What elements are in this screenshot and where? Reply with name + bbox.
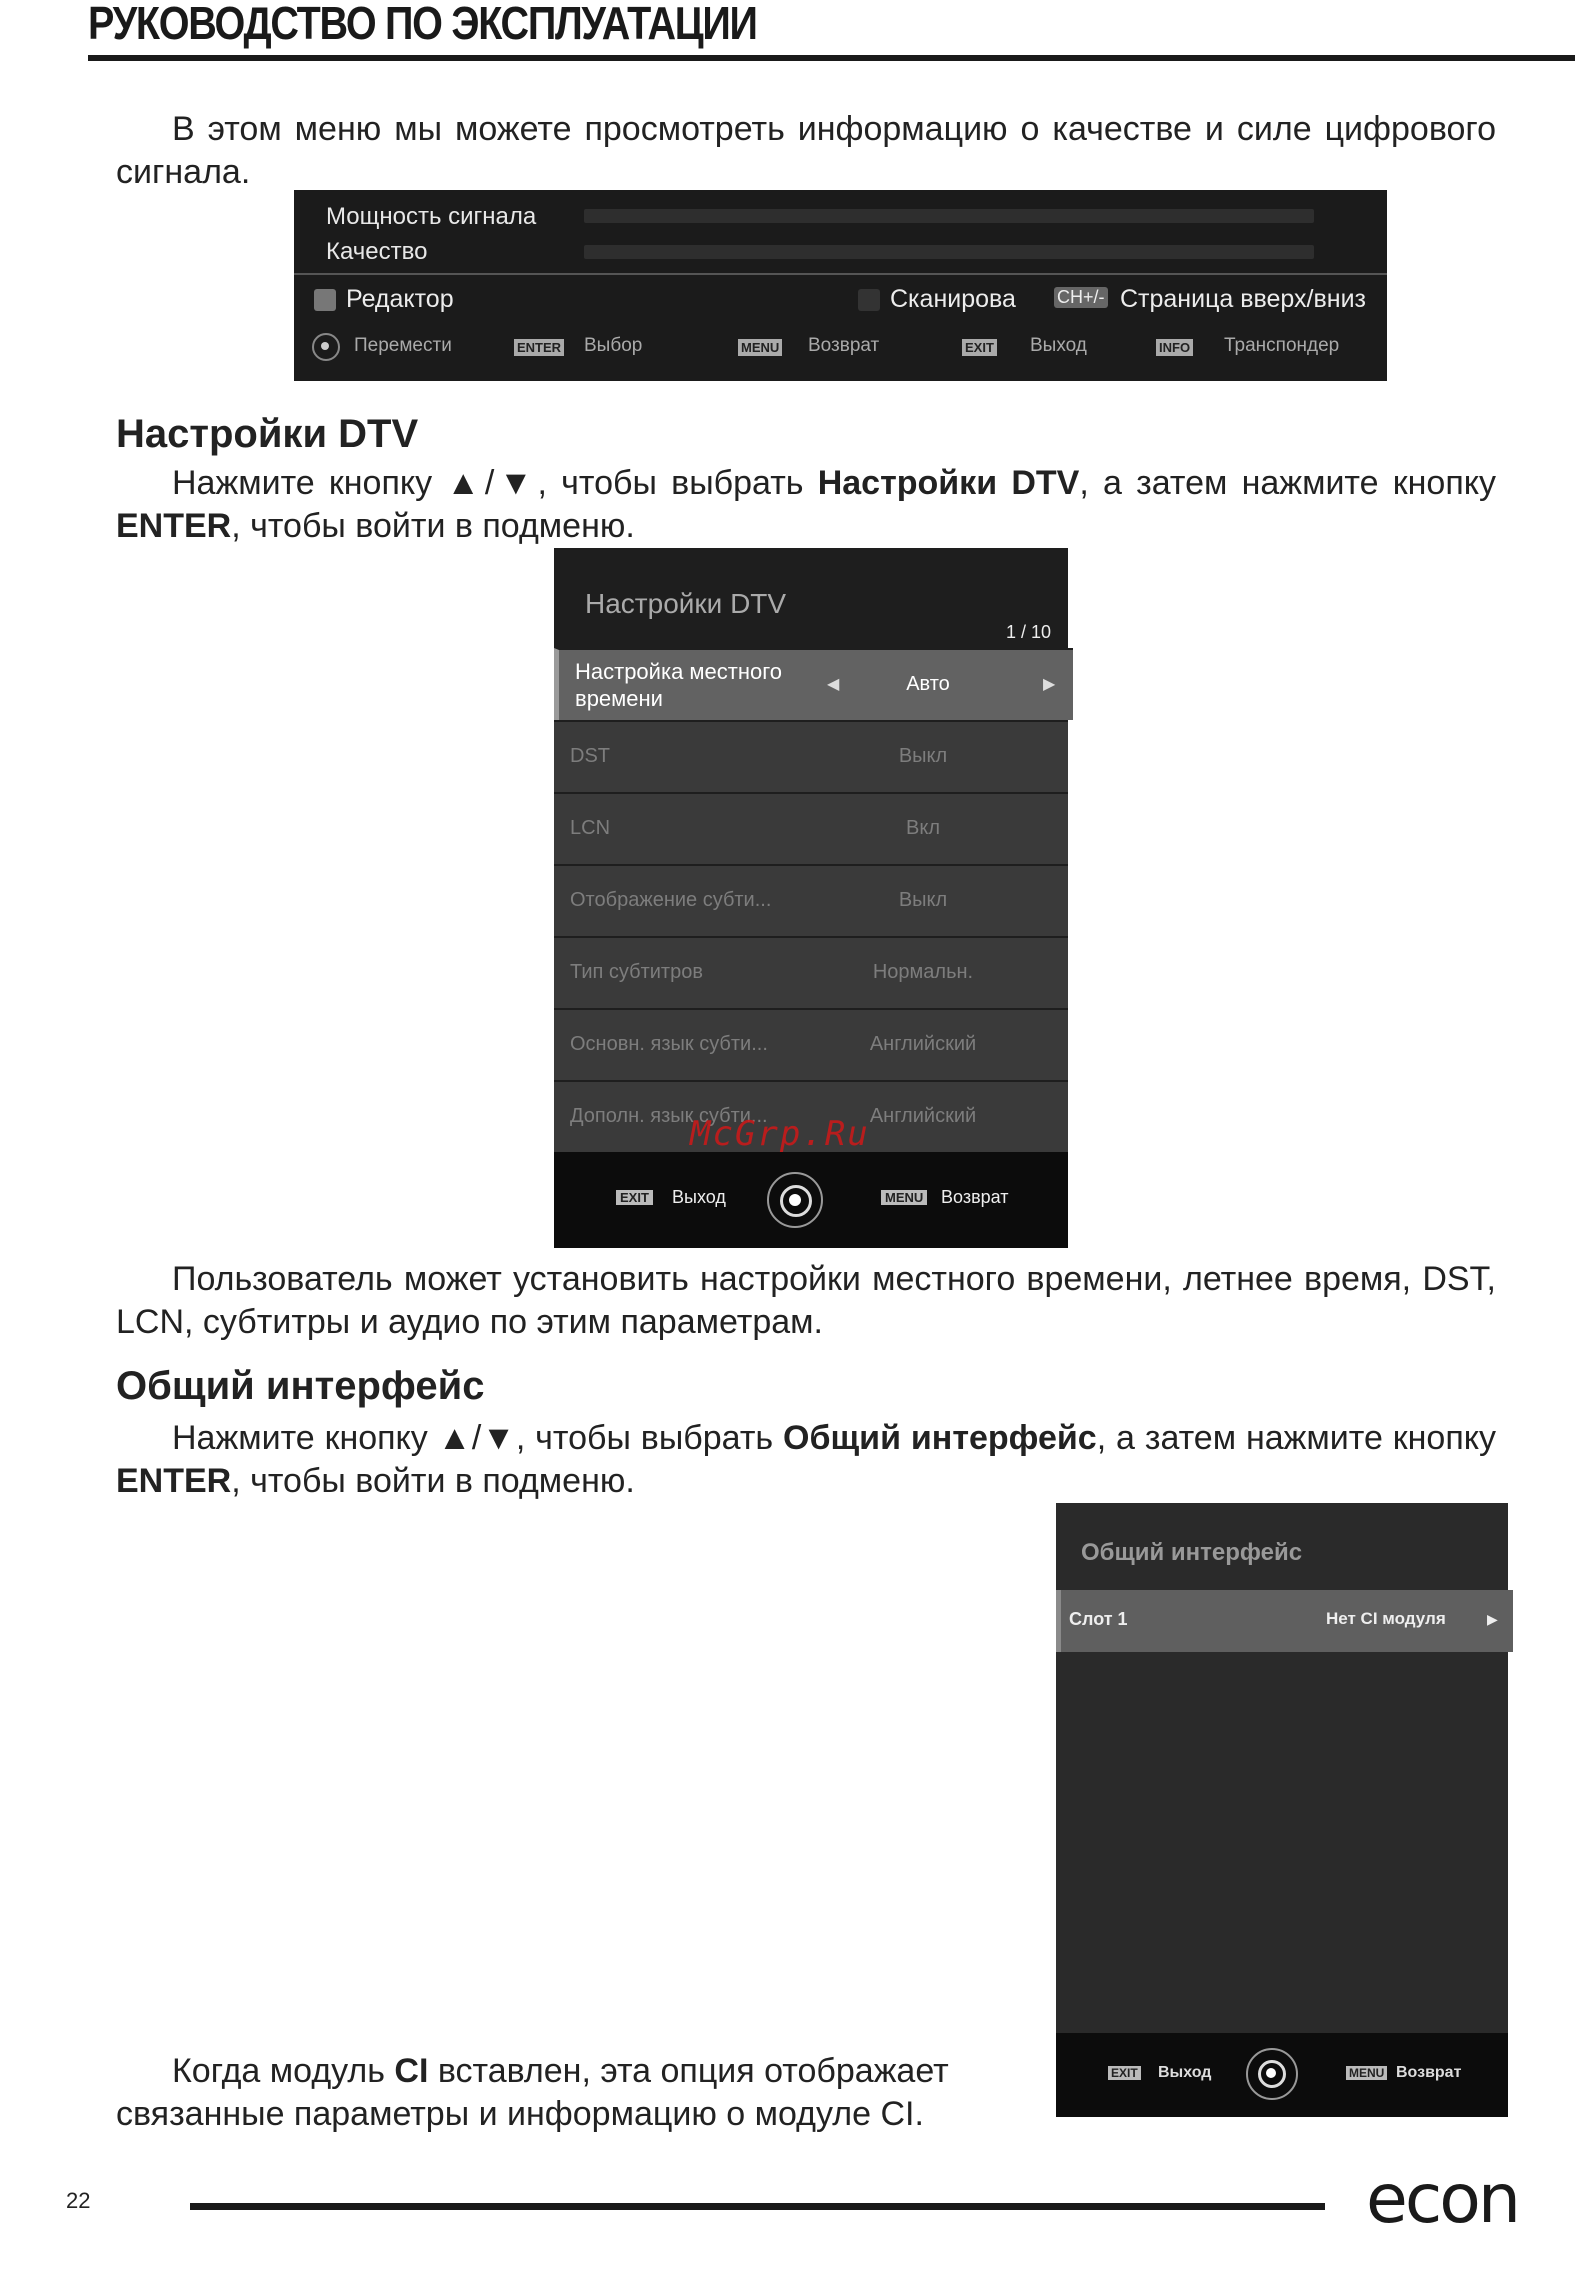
signal-quality-bar xyxy=(584,245,1314,259)
menu-key-icon: MENU xyxy=(881,1190,927,1205)
row-value: Вкл xyxy=(906,817,940,839)
slot-label: Слот 1 xyxy=(1069,1609,1128,1629)
signal-power-bar xyxy=(584,209,1314,223)
signal-power-label: Мощность сигнала xyxy=(326,203,537,230)
exit-label: Выход xyxy=(1158,2064,1212,2081)
row-label: Отображение субти... xyxy=(570,889,772,911)
ci-instruction: Нажмите кнопку ▲/▼, чтобы выбрать Общий интерфейс, а затем нажмите кнопку ENTER, чтобы войти в подменю. xyxy=(116,1419,1497,1500)
scan-color-key xyxy=(858,289,880,311)
menu-row-slot-1[interactable] xyxy=(1056,1590,1513,1652)
exit-key-icon: EXIT xyxy=(616,1190,653,1205)
menu-row-lcn[interactable] xyxy=(554,792,1068,864)
page-indicator: 1 / 10 xyxy=(1005,622,1051,642)
row-value: Выкл xyxy=(898,889,948,911)
document-header-title: РУКОВОДСТВО ПО ЭКСПЛУАТАЦИИ xyxy=(88,0,757,49)
arrow-right-icon: ▶ xyxy=(1487,1611,1498,1627)
row-label: Тип субтитров xyxy=(570,961,703,983)
exit-key-icon: EXIT xyxy=(1108,2066,1141,2080)
header-rule xyxy=(88,55,1575,61)
ci-description: Когда модуль CI вставлен, эта опция отображает связанные параметры и информацию о модуле CI. xyxy=(116,2052,949,2133)
menu-key-icon: MENU xyxy=(1346,2066,1387,2080)
arrow-left-icon: ◀ xyxy=(827,676,840,693)
row-value: Английский xyxy=(869,1033,977,1055)
hint-return: Возврат xyxy=(808,335,880,356)
row-label: Дополн. язык субти... xyxy=(570,1105,768,1127)
menu-key-icon: MENU xyxy=(738,339,782,356)
menu-row-subtitle-type[interactable] xyxy=(554,936,1068,1008)
menu-title: Настройки DTV xyxy=(585,588,787,619)
footer-rule xyxy=(190,2203,1325,2210)
watermark: McGrp.Ru xyxy=(690,1114,870,1154)
menu-title: Общий интерфейс xyxy=(1081,1539,1303,1566)
common-interface-screenshot xyxy=(1056,1503,1508,2117)
row-value: Авто xyxy=(906,673,950,695)
info-key-icon: INFO xyxy=(1156,339,1193,356)
menu-row-primary-subtitle-language[interactable] xyxy=(554,1008,1068,1080)
row-label: DST xyxy=(570,745,610,767)
dtv-description: Пользователь может установить настройки местного времени, летнее время, DST, LCN, субтитры и аудио по этим параметрам. xyxy=(116,1260,1496,1341)
menu-row-dst[interactable] xyxy=(554,720,1068,792)
row-value: Выкл xyxy=(898,745,948,767)
slot-value: Нет CI модуля xyxy=(1326,1609,1446,1628)
editor-color-key xyxy=(314,289,336,311)
navigate-icon xyxy=(312,333,340,361)
return-label: Возврат xyxy=(1396,2064,1462,2081)
signal-quality-label: Качество xyxy=(326,238,428,265)
dtv-instruction: Нажмите кнопку ▲/▼, чтобы выбрать Настройки DTV, а затем нажмите кнопку ENTER, чтобы войти в подменю. xyxy=(116,464,1496,545)
row-label: LCN xyxy=(570,817,611,839)
row-label: Основн. язык субти... xyxy=(570,1033,768,1055)
arrow-right-icon: ▶ xyxy=(1043,676,1056,693)
exit-key-icon: EXIT xyxy=(962,339,997,356)
svg-text:econ: econ xyxy=(1366,2170,1518,2232)
hint-exit: Выход xyxy=(1030,335,1087,356)
menu-footer xyxy=(554,1152,1068,1248)
exit-label: Выход xyxy=(672,1187,726,1207)
menu-row-subtitle-display[interactable] xyxy=(554,864,1068,936)
row-value: Нормальн. xyxy=(872,961,974,983)
econ-logo xyxy=(1366,2170,1551,2237)
hint-select: Выбор xyxy=(584,335,643,356)
intro-paragraph: В этом меню мы можете просмотреть информацию о качестве и силе цифрового сигнала. xyxy=(116,110,1496,191)
row-label: Настройка местного времени xyxy=(575,659,783,711)
dpad-icon xyxy=(767,1172,823,1228)
enter-key-icon: ENTER xyxy=(514,339,564,356)
hint-transponder: Транспондер xyxy=(1224,335,1340,356)
return-label: Возврат xyxy=(941,1187,1009,1207)
divider xyxy=(294,273,1387,275)
editor-label: Редактор xyxy=(346,285,454,313)
row-value: Английский xyxy=(869,1105,977,1127)
signal-info-screenshot xyxy=(294,190,1387,381)
scan-label: Сканирова xyxy=(890,285,1016,313)
hint-navigate: Перемести xyxy=(354,335,452,356)
page-number: 22 xyxy=(66,2188,91,2213)
menu-footer xyxy=(1056,2033,1508,2117)
ci-heading: Общий интерфейс xyxy=(116,1364,485,1408)
dtv-heading: Настройки DTV xyxy=(116,412,419,456)
menu-row-local-time[interactable] xyxy=(554,648,1073,720)
page-up-down-label: Страница вверх/вниз xyxy=(1120,285,1367,313)
dpad-icon xyxy=(1246,2048,1298,2100)
ch-key-icon: CH+/- xyxy=(1054,287,1108,308)
